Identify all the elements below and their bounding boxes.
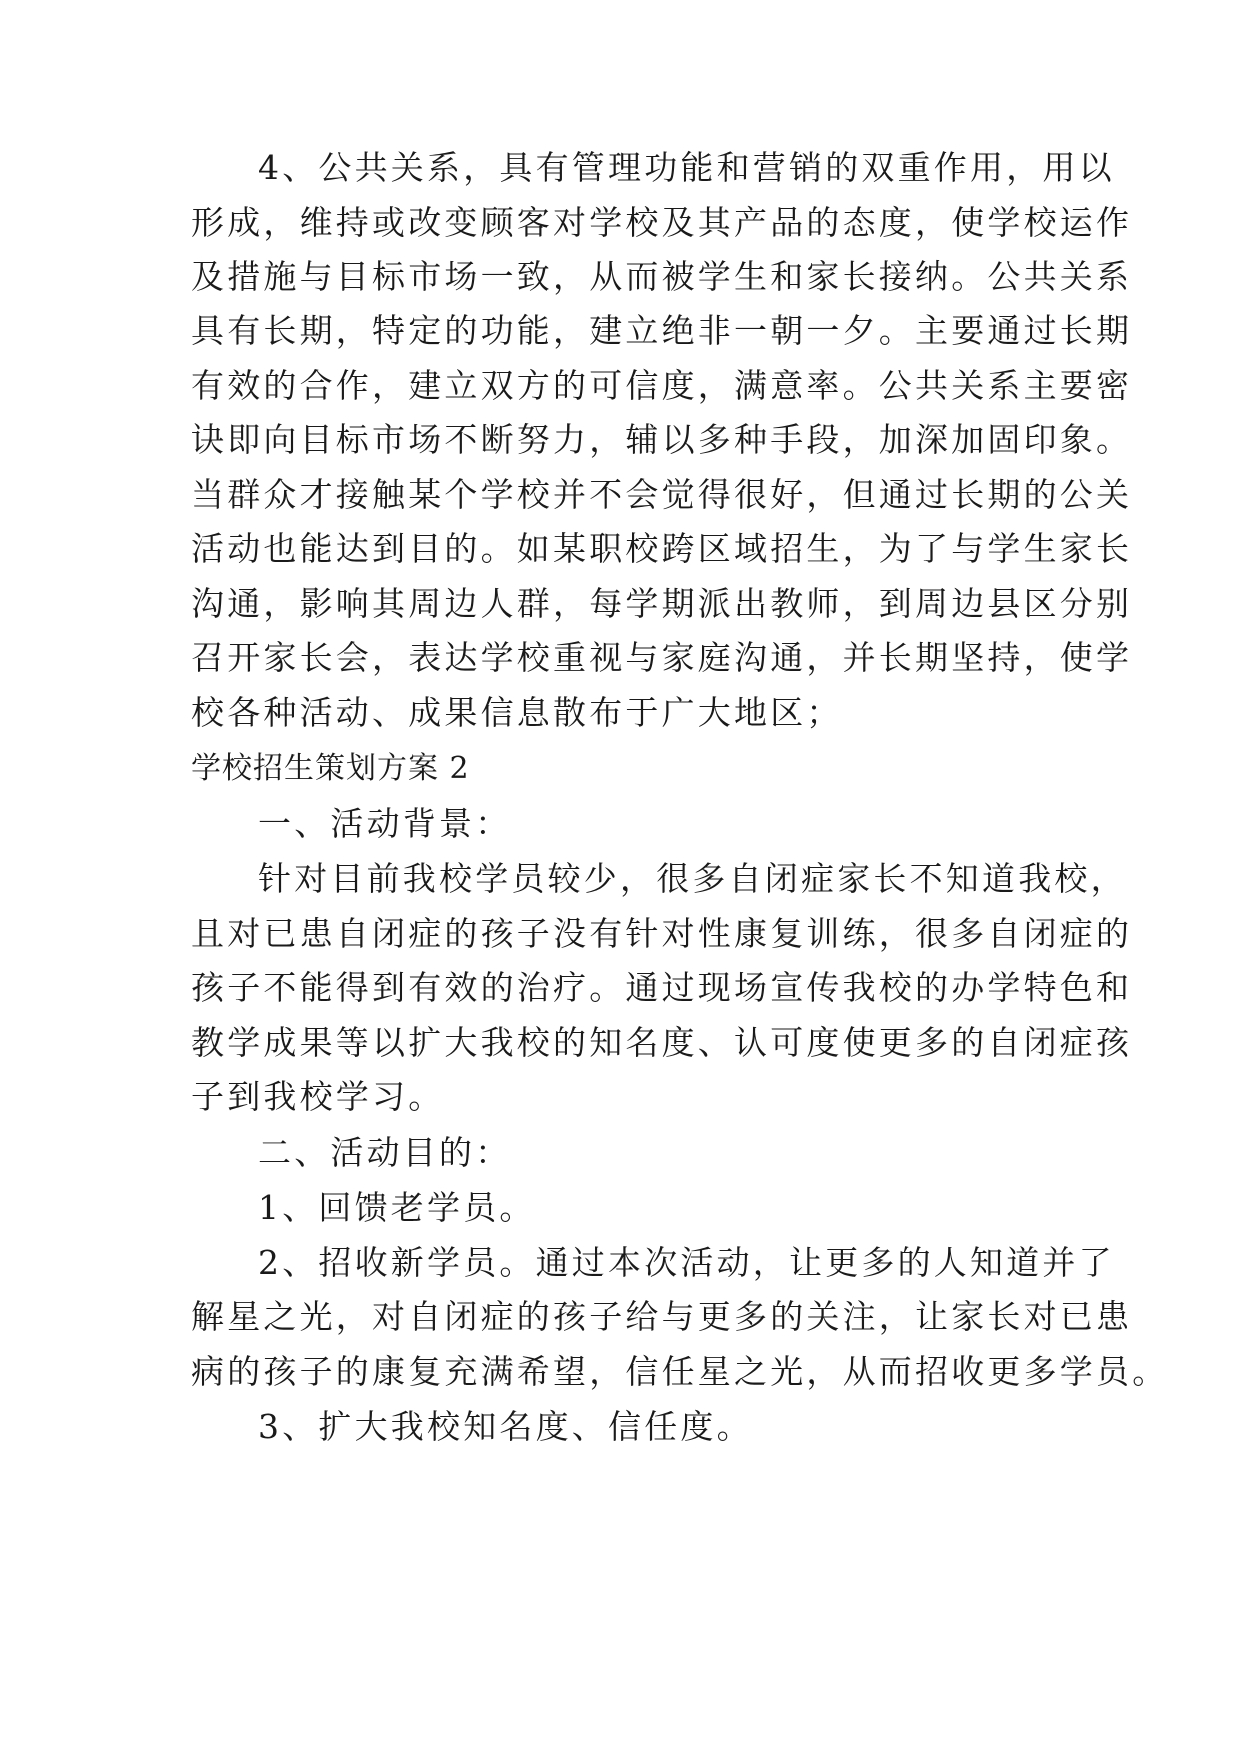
paragraph-line: 孩子不能得到有效的治疗。通过现场宣传我校的办学特色和: [191, 968, 1133, 1007]
paragraph-line: 当群众才接触某个学校并不会觉得很好，但通过长期的公关: [191, 475, 1133, 514]
paragraph-line: 且对已患自闭症的孩子没有针对性康复训练，很多自闭症的: [191, 914, 1133, 953]
paragraph-line: 诀即向目标市场不断努力，辅以多种手段，加深加固印象。: [191, 420, 1133, 459]
paragraph-line: 具有长期，特定的功能，建立绝非一朝一夕。主要通过长期: [191, 311, 1133, 350]
paragraph-line: 校各种活动、成果信息散布于广大地区；: [191, 693, 843, 732]
section-heading-background: 一、活动背景：: [258, 804, 512, 843]
paragraph-line: 及措施与目标市场一致，从而被学生和家长接纳。公共关系: [191, 257, 1133, 296]
paragraph-line: 召开家长会，表达学校重视与家庭沟通，并长期坚持，使学: [191, 638, 1133, 677]
paragraph-line: 有效的合作，建立双方的可信度，满意率。公共关系主要密: [191, 366, 1133, 405]
paragraph-line: 形成，维持或改变顾客对学校及其产品的态度，使学校运作: [191, 203, 1133, 242]
list-item: 2、招收新学员。通过本次活动，让更多的人知道并了: [258, 1243, 1115, 1282]
paragraph-line: 活动也能达到目的。如某职校跨区域招生，为了与学生家长: [191, 529, 1133, 568]
paragraph-line: 解星之光，对自闭症的孩子给与更多的关注，让家长对已患: [191, 1297, 1133, 1336]
paragraph-line: 病的孩子的康复充满希望，信任星之光，从而招收更多学员。: [191, 1352, 1169, 1391]
document-title: 学校招生策划方案 2: [191, 751, 470, 786]
paragraph-line: 针对目前我校学员较少，很多自闭症家长不知道我校，: [258, 859, 1127, 898]
paragraph-line: 沟通，影响其周边人群，每学期派出教师，到周边县区分别: [191, 584, 1133, 623]
section-heading-purpose: 二、活动目的：: [258, 1133, 512, 1172]
paragraph-line: 4、公共关系，具有管理功能和营销的双重作用，用以: [258, 148, 1115, 187]
list-item: 1、回馈老学员。: [258, 1188, 536, 1227]
paragraph-line: 子到我校学习。: [191, 1077, 445, 1116]
paragraph-line: 教学成果等以扩大我校的知名度、认可度使更多的自闭症孩: [191, 1023, 1133, 1062]
list-item: 3、扩大我校知名度、信任度。: [258, 1407, 753, 1446]
